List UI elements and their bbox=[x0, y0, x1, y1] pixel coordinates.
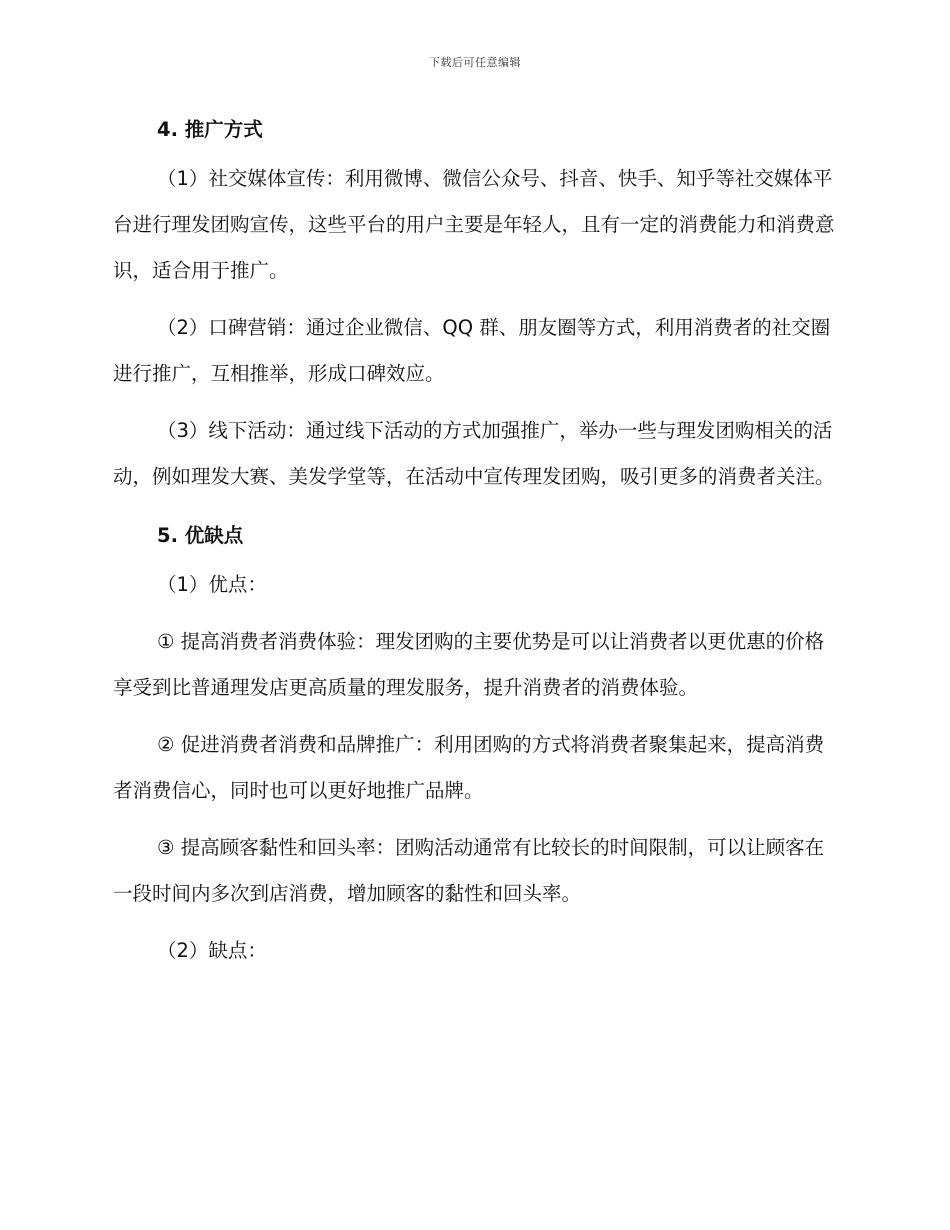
paragraph-advantages-label: （1）优点： bbox=[157, 573, 267, 596]
paragraph-word-of-mouth: （2）口碑营销：通过企业微信、QQ 群、朋友圈等方式，利用消费者的社交圈进行推广，互相推举，形成口碑效应。 bbox=[113, 316, 831, 385]
document-body bbox=[113, 112, 837, 985]
section-heading-promotion: 4. 推广方式 bbox=[157, 118, 263, 141]
paragraph-advantage-2: ② 促进消费者消费和品牌推广：利用团购的方式将消费者聚集起来，提高消费者消费信心，同时也可以更好地推广品牌。 bbox=[113, 733, 825, 802]
section-heading-pros-cons: 5. 优缺点 bbox=[157, 524, 244, 547]
page-header: 下载后可任意编辑 bbox=[429, 56, 521, 69]
paragraph-advantage-1: ① 提高消费者消费体验：理发团购的主要优势是可以让消费者以更优惠的价格享受到比普通理发店更高质量的理发服务，提升消费者的消费体验。 bbox=[113, 630, 825, 699]
paragraph-social-media: （1）社交媒体宣传：利用微博、微信公众号、抖音、快手、知乎等社交媒体平台进行理发团购宣传，这些平台的用户主要是年轻人，且有一定的消费能力和消费意识，适合用于推广。 bbox=[113, 167, 835, 282]
paragraph-offline-activities: （3）线下活动：通过线下活动的方式加强推广，举办一些与理发团购相关的活动，例如理发大赛、美发学堂等，在活动中宣传理发团购，吸引更多的消费者关注。 bbox=[113, 419, 835, 488]
paragraph-advantage-3: ③ 提高顾客黏性和回头率：团购活动通常有比较长的时间限制，可以让顾客在一段时间内多次到店消费，增加顾客的黏性和回头率。 bbox=[113, 836, 825, 905]
paragraph-disadvantages-label: （2）缺点： bbox=[157, 939, 267, 962]
